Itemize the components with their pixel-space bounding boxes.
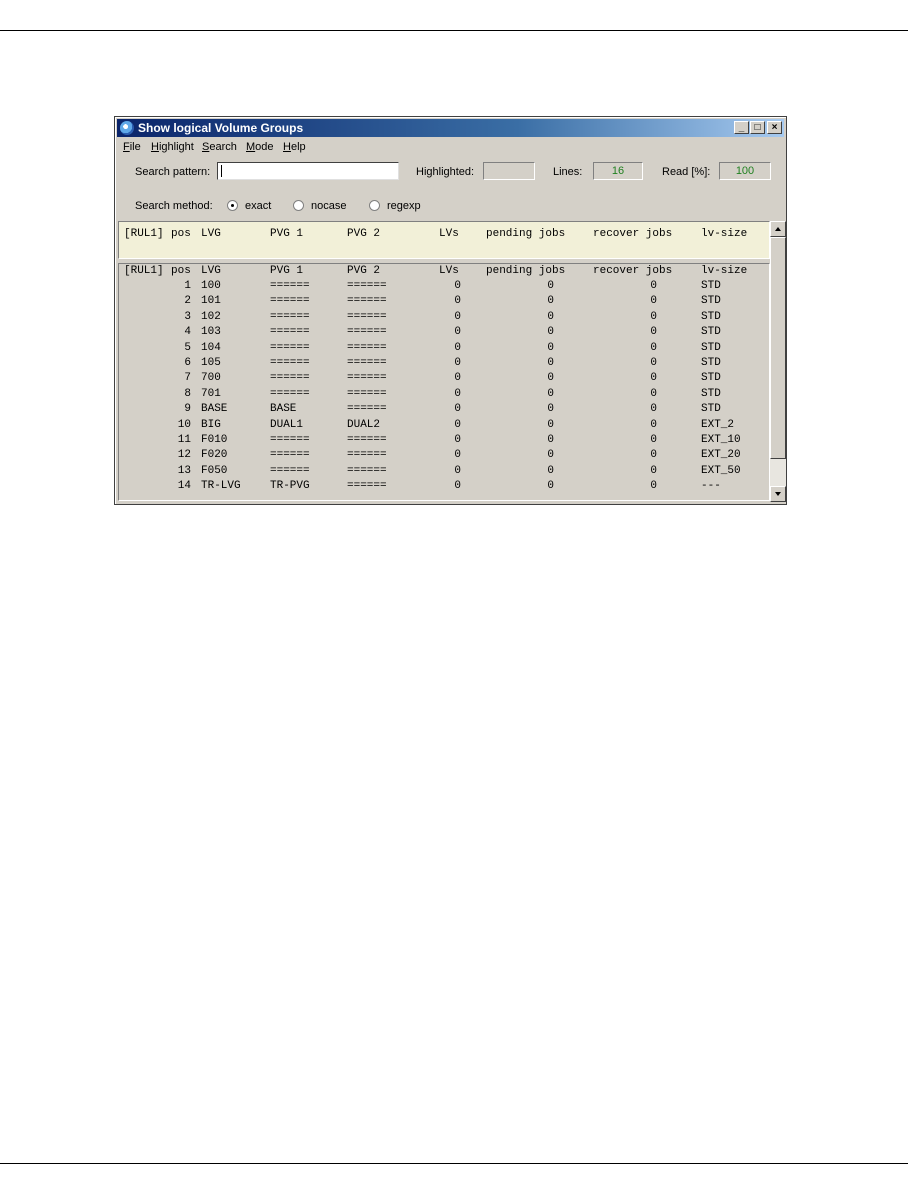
cell-lvs: 0 (454, 480, 461, 493)
window-title: Show logical Volume Groups (138, 121, 304, 135)
col-header-rul: [RUL1] (124, 228, 164, 240)
radio-exact-label[interactable]: exact (245, 200, 272, 212)
col-header-pos: pos (171, 228, 191, 240)
cell-pvg2: ====== (347, 341, 387, 354)
col-header-pvg1: PVG 1 (270, 265, 304, 277)
cell-pvg2: ====== (347, 387, 387, 400)
cell-pvg2: ====== (347, 372, 387, 385)
cell-recover: 0 (650, 280, 657, 292)
cell-lvg: 104 (201, 341, 221, 354)
cell-pos: 7 (184, 372, 191, 385)
col-header-pvg1: PVG 1 (270, 228, 304, 240)
cell-recover: 0 (650, 434, 657, 446)
col-header-lvs: LVs (439, 265, 459, 277)
lines-field: 16 (593, 162, 643, 180)
title-bar[interactable] (117, 119, 784, 137)
cell-lvsize: EXT_50 (701, 464, 741, 477)
cell-recover: 0 (650, 480, 657, 493)
menu-search[interactable]: Search (202, 141, 237, 153)
search-pattern-label: Search pattern: (135, 166, 211, 178)
cell-pos: 10 (177, 418, 191, 431)
col-header-rul: [RUL1] (124, 265, 164, 277)
cell-pvg2: ====== (347, 357, 387, 369)
col-header-lvsize: lv-size (701, 265, 748, 277)
cell-pos: 14 (177, 480, 191, 493)
cell-pos: 8 (184, 387, 191, 400)
col-header-lvg: LVG (201, 228, 221, 240)
cell-pvg1: ====== (270, 357, 310, 369)
maximize-button[interactable]: □ (750, 121, 765, 134)
cell-pos: 12 (177, 449, 191, 462)
col-header-pending: pending jobs (486, 265, 566, 277)
cell-pvg1: ====== (270, 387, 310, 400)
highlighted-field (483, 162, 535, 180)
cell-lvs: 0 (454, 464, 461, 477)
menu-file[interactable]: File (123, 141, 141, 153)
cell-pvg2: ====== (347, 464, 387, 477)
cell-recover: 0 (650, 464, 657, 477)
cell-lvg: F010 (201, 434, 228, 446)
cell-pos: 11 (177, 434, 191, 446)
content-panel[interactable] (118, 263, 770, 501)
cell-pos: 4 (184, 326, 191, 339)
cell-lvs: 0 (454, 295, 461, 308)
col-header-recover: recover jobs (593, 265, 673, 277)
cell-lvsize: EXT_2 (701, 418, 735, 431)
scroll-up-button[interactable] (770, 221, 786, 237)
cell-lvsize: EXT_10 (701, 434, 741, 446)
cell-recover: 0 (650, 403, 657, 416)
cell-pvg2: DUAL2 (347, 418, 381, 431)
cell-pvg1: TR-PVG (270, 480, 310, 493)
radio-exact[interactable] (227, 200, 238, 211)
cell-pos: 9 (184, 403, 191, 416)
page-bottom-rule (0, 1163, 908, 1164)
cell-lvg: BASE (201, 403, 228, 416)
cell-lvsize: --- (701, 480, 721, 493)
vertical-scrollbar[interactable] (770, 221, 786, 502)
cell-lvs: 0 (454, 357, 461, 369)
cell-lvg: F020 (201, 449, 228, 462)
cell-lvs: 0 (454, 449, 461, 462)
app-icon[interactable] (120, 121, 134, 135)
cell-pvg1: DUAL1 (270, 418, 304, 431)
cell-recover: 0 (650, 326, 657, 339)
radio-regexp-label[interactable]: regexp (387, 200, 421, 212)
radio-nocase-label[interactable]: nocase (311, 200, 347, 212)
cell-lvs: 0 (454, 387, 461, 400)
cell-pos: 13 (177, 464, 191, 477)
cell-lvsize: STD (701, 403, 721, 416)
cell-pvg1: ====== (270, 449, 310, 462)
close-button[interactable]: × (767, 121, 782, 134)
cell-lvsize: STD (701, 341, 721, 354)
cell-pvg2: ====== (347, 310, 387, 323)
cell-recover: 0 (650, 372, 657, 385)
text-caret (221, 165, 222, 177)
cell-pvg1: ====== (270, 372, 310, 385)
arrow-down-icon (775, 492, 781, 496)
menu-mode[interactable]: Mode (246, 141, 274, 153)
cell-lvs: 0 (454, 310, 461, 323)
lines-label: Lines: (553, 166, 583, 178)
cell-lvg: 105 (201, 357, 221, 369)
cell-recover: 0 (650, 418, 657, 431)
cell-pvg2: ====== (347, 434, 387, 446)
col-header-lvsize: lv-size (701, 228, 748, 240)
cell-pending: 0 (547, 326, 554, 339)
cell-pvg1: ====== (270, 464, 310, 477)
cell-pending: 0 (547, 480, 554, 493)
cell-pending: 0 (547, 434, 554, 446)
radio-nocase[interactable] (293, 200, 304, 211)
content-header-row (119, 265, 748, 280)
cell-pvg2: ====== (347, 449, 387, 462)
cell-lvs: 0 (454, 372, 461, 385)
cell-pos: 2 (184, 295, 191, 308)
cell-lvs: 0 (454, 434, 461, 446)
cell-pending: 0 (547, 310, 554, 323)
cell-recover: 0 (650, 310, 657, 323)
cell-lvs: 0 (454, 403, 461, 416)
cell-pending: 0 (547, 280, 554, 292)
col-header-pos: pos (171, 265, 191, 277)
col-header-recover: recover jobs (593, 228, 673, 240)
cell-pos: 6 (184, 357, 191, 369)
cell-pos: 3 (184, 310, 191, 323)
cell-lvsize: STD (701, 357, 721, 369)
cell-lvs: 0 (454, 418, 461, 431)
cell-lvs: 0 (454, 326, 461, 339)
search-method-label: Search method: (135, 200, 213, 212)
cell-lvsize: STD (701, 326, 721, 339)
cell-lvsize: STD (701, 387, 721, 400)
cell-lvg: 100 (201, 280, 221, 292)
cell-pending: 0 (547, 387, 554, 400)
cell-lvsize: STD (701, 372, 721, 385)
cell-pos: 5 (184, 341, 191, 354)
cell-lvsize: EXT_20 (701, 449, 741, 462)
cell-lvg: TR-LVG (201, 480, 241, 493)
minimize-button[interactable]: _ (734, 121, 749, 134)
cell-recover: 0 (650, 387, 657, 400)
cell-recover: 0 (650, 341, 657, 354)
cell-lvsize: STD (701, 310, 721, 323)
cell-lvg: BIG (201, 418, 221, 431)
cell-pending: 0 (547, 403, 554, 416)
cell-pvg2: ====== (347, 280, 387, 292)
scroll-down-button[interactable] (770, 486, 786, 502)
arrow-up-icon (775, 227, 781, 231)
col-header-pvg2: PVG 2 (347, 265, 381, 277)
page-top-rule (0, 30, 908, 31)
header-panel (118, 221, 770, 259)
col-header-pvg2: PVG 2 (347, 228, 381, 240)
cell-pvg1: ====== (270, 310, 310, 323)
radio-regexp[interactable] (369, 200, 380, 211)
cell-pvg2: ====== (347, 480, 387, 493)
cell-pvg1: ====== (270, 341, 310, 354)
cell-pending: 0 (547, 418, 554, 431)
cell-pvg2: ====== (347, 403, 387, 416)
cell-lvg: 101 (201, 295, 221, 308)
cell-lvs: 0 (454, 341, 461, 354)
cell-lvsize: STD (701, 280, 721, 292)
col-header-pending: pending jobs (486, 228, 566, 240)
cell-pending: 0 (547, 372, 554, 385)
col-header-lvs: LVs (439, 228, 459, 240)
read-field: 100 (719, 162, 771, 180)
cell-recover: 0 (650, 295, 657, 308)
cell-lvg: 700 (201, 372, 221, 385)
cell-lvg: 102 (201, 310, 221, 323)
cell-pvg1: ====== (270, 434, 310, 446)
cell-pending: 0 (547, 295, 554, 308)
cell-recover: 0 (650, 449, 657, 462)
cell-pending: 0 (547, 449, 554, 462)
cell-lvs: 0 (454, 280, 461, 292)
cell-pending: 0 (547, 357, 554, 369)
cell-lvsize: STD (701, 295, 721, 308)
scroll-thumb[interactable] (770, 237, 786, 459)
cell-pvg1: BASE (270, 403, 297, 416)
search-pattern-input[interactable] (217, 162, 399, 180)
menu-highlight[interactable]: Highlight (151, 141, 194, 153)
cell-pending: 0 (547, 464, 554, 477)
cell-pos: 1 (184, 280, 191, 292)
cell-pvg1: ====== (270, 326, 310, 339)
cell-pending: 0 (547, 341, 554, 354)
header-row (119, 228, 748, 243)
cell-lvg: 103 (201, 326, 221, 339)
cell-pvg1: ====== (270, 295, 310, 308)
cell-pvg1: ====== (270, 280, 310, 292)
highlighted-label: Highlighted: (416, 166, 475, 178)
cell-lvg: 701 (201, 387, 221, 400)
cell-lvg: F050 (201, 464, 228, 477)
lvg-window (114, 116, 787, 505)
menu-help[interactable]: Help (283, 141, 306, 153)
read-label: Read [%]: (662, 166, 711, 178)
col-header-lvg: LVG (201, 265, 221, 277)
cell-pvg2: ====== (347, 326, 387, 339)
cell-pvg2: ====== (347, 295, 387, 308)
cell-recover: 0 (650, 357, 657, 369)
